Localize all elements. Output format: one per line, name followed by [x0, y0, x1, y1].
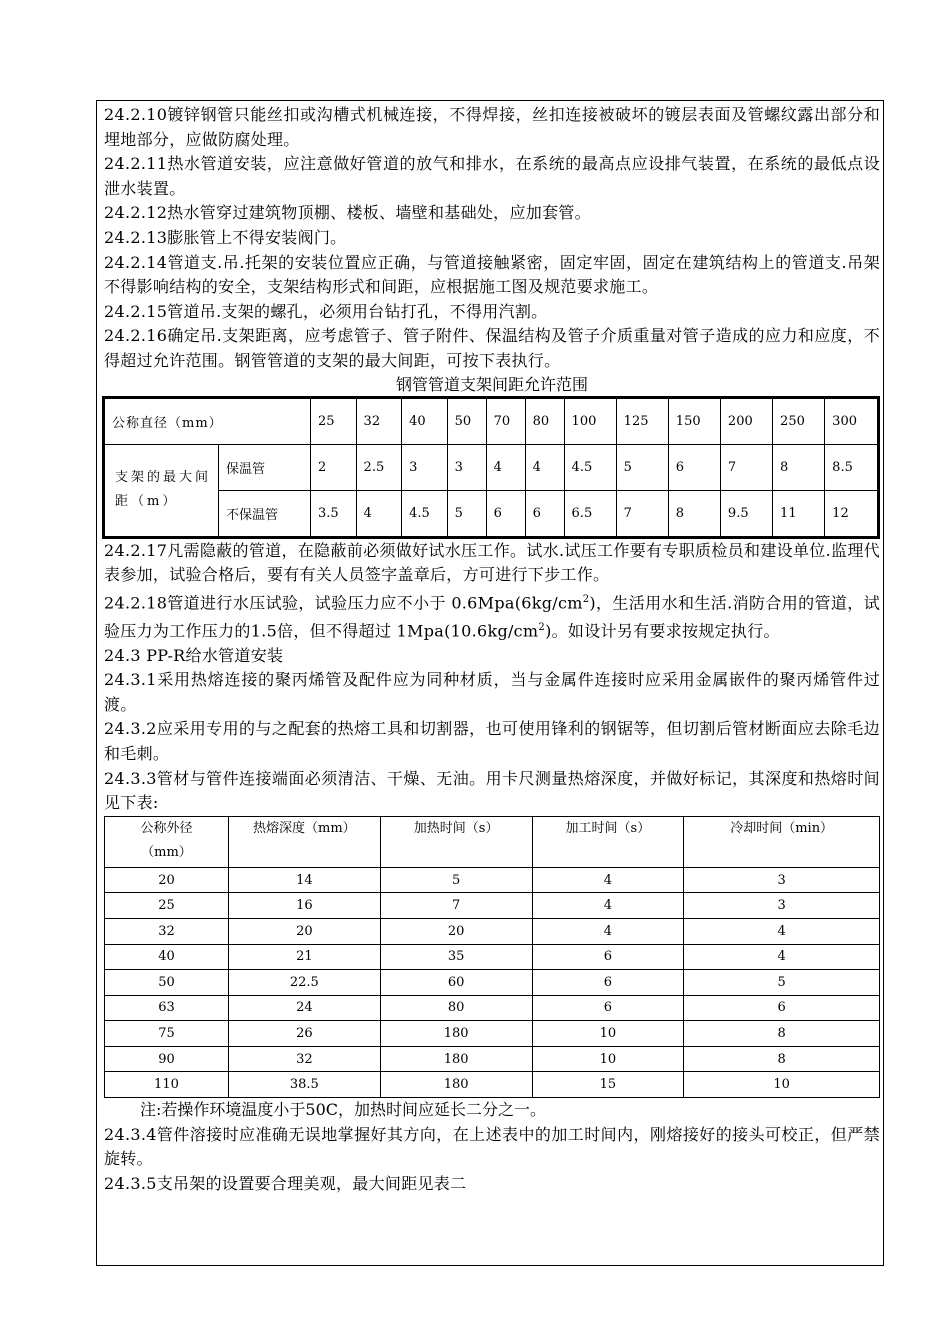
paragraph: 24.3.3管材与管件连接端面必须清洁、干燥、无油。用卡尺测量热熔深度，并做好标记，其深度和热熔时间见下表: — [104, 768, 880, 813]
table1-insulated-row — [104, 444, 879, 490]
table2-cell: 16 — [228, 893, 380, 919]
table1-diameter-cell: 300 — [825, 397, 879, 444]
table1-value-cell: 3 — [402, 444, 448, 490]
table2-cell: 5 — [684, 970, 880, 996]
table1-diameter-cell: 50 — [447, 397, 486, 444]
table2-cell: 15 — [532, 1072, 684, 1098]
table2-row — [105, 893, 880, 919]
table2-cell: 10 — [684, 1072, 880, 1098]
table2-row — [105, 995, 880, 1021]
table1-value-cell: 11 — [773, 490, 825, 537]
table2-cell: 40 — [105, 944, 229, 970]
paragraph: 24.2.12热水管穿过建筑物顶棚、楼板、墙壁和基础处，应加套管。 — [104, 203, 591, 223]
table2-cell: 6 — [532, 970, 684, 996]
table2-cell: 63 — [105, 995, 229, 1021]
table1-diameter-cell: 125 — [616, 397, 668, 444]
table2-row — [105, 944, 880, 970]
table2-cell: 20 — [380, 918, 532, 944]
table2-cell: 35 — [380, 944, 532, 970]
table2-row — [105, 1021, 880, 1047]
table1-row-label: 不保温管 — [219, 490, 311, 537]
table1-value-cell: 4 — [486, 444, 525, 490]
table2-cell: 180 — [380, 1021, 532, 1047]
table2-cell: 10 — [532, 1046, 684, 1072]
table1-value-cell: 9.5 — [720, 490, 772, 537]
table2-cell: 60 — [380, 970, 532, 996]
section-24-2-paragraphs — [104, 103, 880, 374]
table1-diameter-cell: 40 — [402, 397, 448, 444]
table2-cell: 110 — [105, 1072, 229, 1098]
table2-cell: 6 — [532, 995, 684, 1021]
table1-value-cell: 5 — [447, 490, 486, 537]
paragraph: 24.3.2应采用专用的与之配套的热熔工具和切割器，也可使用锋利的钢锯等，但切割后管材断面应去除毛边和毛刺。 — [104, 719, 880, 763]
table2-cell: 180 — [380, 1046, 532, 1072]
superscript-2: 2 — [582, 593, 590, 605]
table2-cell: 75 — [105, 1021, 229, 1047]
table2-cell: 5 — [380, 867, 532, 893]
table1-value-cell: 3 — [447, 444, 486, 490]
table1-header-label: 公称直径（mm） — [104, 397, 311, 444]
support-spacing-table — [102, 396, 880, 539]
table2-note: 注:若操作环境温度小于50C，加热时间应延长二分之一。 — [140, 1100, 546, 1120]
table2-cell: 14 — [228, 867, 380, 893]
table2-cell: 24 — [228, 995, 380, 1021]
table2-header-row — [105, 816, 880, 867]
table2-header-cell: 加工时间（s） — [532, 816, 684, 867]
table1-value-cell: 6 — [668, 444, 720, 490]
table2-cell: 21 — [228, 944, 380, 970]
table2-cell: 4 — [532, 893, 684, 919]
paragraph: 24.3.4管件溶接时应准确无误地掌握好其方向，在上述表中的加工时间内，刚熔接好的接头可校正，但严禁旋转。 — [104, 1124, 880, 1169]
document-body — [104, 103, 880, 1196]
table2-header-cell: 热熔深度（mm） — [228, 816, 380, 867]
table1-value-cell: 4 — [356, 490, 402, 537]
table1-diameter-cell: 25 — [311, 397, 357, 444]
paragraph: 24.2.13膨胀管上不得安装阀门。 — [104, 227, 347, 247]
table2-cell: 6 — [684, 995, 880, 1021]
table1-diameter-cell: 70 — [486, 397, 525, 444]
table1-diameter-cell: 200 — [720, 397, 772, 444]
table1-value-cell: 8.5 — [825, 444, 879, 490]
table1-diameter-cell: 100 — [564, 397, 616, 444]
table1-uninsulated-row — [104, 490, 879, 537]
table2-row — [105, 918, 880, 944]
table2-cell: 26 — [228, 1021, 380, 1047]
table1-diameter-cell: 150 — [668, 397, 720, 444]
table2-cell: 4 — [532, 867, 684, 893]
table1-value-cell: 12 — [825, 490, 879, 537]
section-24-3-tail-paragraphs — [104, 1123, 880, 1197]
paragraph-24-2-17: 24.2.17凡需隐蔽的管道，在隐蔽前必须做好试水压工作。试水.试压工作要有专职质检员和建设单位.监理代表参加，试验合格后，要有有关人员签字盖章后，方可进行下步工作。 — [104, 540, 880, 585]
table1-value-cell: 8 — [668, 490, 720, 537]
table2-row — [105, 970, 880, 996]
paragraph: 24.2.10镀锌钢管只能丝扣或沟槽式机械连接，不得焊接，丝扣连接被破坏的镀层表面及管螺纹露出部分和埋地部分，应做防腐处理。 — [104, 105, 880, 149]
table2-cell: 50 — [105, 970, 229, 996]
table1-value-cell: 4 — [525, 444, 564, 490]
table1-value-cell: 7 — [720, 444, 772, 490]
table2-cell: 22.5 — [228, 970, 380, 996]
table1-value-cell: 3.5 — [311, 490, 357, 537]
paragraph: 24.2.16确定吊.支架距离，应考虑管子、管子附件、保温结构及管子介质重量对管子造成的应力和应度，不得超过允许范围。钢管管道的支架的最大间距，可按下表执行。 — [104, 326, 880, 370]
table2-cell: 80 — [380, 995, 532, 1021]
paragraph: 24.2.14管道支.吊.托架的安装位置应正确，与管道接触紧密，固定牢固，固定在建筑结构上的管道支.吊架不得影响结构的安全，支架结构形式和间距，应根据施工图及规范要求施工。 — [104, 252, 880, 297]
table2-cell: 20 — [105, 867, 229, 893]
table2-cell: 10 — [532, 1021, 684, 1047]
paragraph: 24.2.11热水管道安装，应注意做好管道的放气和排水，在系统的最高点应设排气装置，在系统的最低点设泄水装置。 — [104, 154, 880, 198]
paragraph-24-2-18-part1: 24.2.18管道进行水压试验，试验压力应不小于 0.6Mpa(6kg/cm — [104, 593, 583, 613]
table2-cell: 4 — [684, 918, 880, 944]
table1-value-cell: 6 — [486, 490, 525, 537]
paragraph: 24.3 PP-R给水管道安装 — [104, 645, 284, 665]
table2-cell: 32 — [105, 918, 229, 944]
table2-cell: 180 — [380, 1072, 532, 1098]
table1-diameter-cell: 32 — [356, 397, 402, 444]
table2-header-cell: 加热时间（s） — [380, 816, 532, 867]
table2-cell: 3 — [684, 867, 880, 893]
table1-group-label: 支架的最大间距（m） — [104, 444, 219, 537]
table2-header-cell: 公称外径（mm） — [105, 816, 229, 867]
superscript-2: 2 — [538, 621, 546, 633]
paragraph: 24.2.15管道吊.支架的螺孔，必须用台钻打孔，不得用汽割。 — [104, 301, 548, 321]
table2-row — [105, 1046, 880, 1072]
table2-cell: 4 — [684, 944, 880, 970]
table1-value-cell: 6.5 — [564, 490, 616, 537]
table1-diameter-cell: 250 — [773, 397, 825, 444]
table2-row — [105, 867, 880, 893]
table2-cell: 8 — [684, 1046, 880, 1072]
table2-header-cell: 冷却时间（min） — [684, 816, 880, 867]
table1-caption: 钢管管道支架间距允许范围 — [395, 374, 588, 394]
table1-row-label: 保温管 — [219, 444, 311, 490]
table2-cell: 6 — [532, 944, 684, 970]
table1-value-cell: 2 — [311, 444, 357, 490]
paragraph-24-2-18-part3: )。如设计另有要求按规定执行。 — [545, 620, 780, 640]
table1-diameter-cell: 80 — [525, 397, 564, 444]
section-24-3-paragraphs — [104, 644, 880, 816]
paragraph: 24.3.1采用热熔连接的聚丙烯管及配件应为同种材质，当与金属件连接时应采用金属嵌件的聚丙烯管件过渡。 — [104, 670, 880, 714]
table2-cell: 3 — [684, 893, 880, 919]
paragraph-24-2-18-part2: )，生活用水和生活.消防合用的管道，试验压力为工作压力的1.5倍，但不得超过 1Mpa(10.6kg/cm — [104, 593, 880, 640]
table1-value-cell: 5 — [616, 444, 668, 490]
table1-value-cell: 2.5 — [356, 444, 402, 490]
table2-cell: 25 — [105, 893, 229, 919]
paragraph: 24.3.5支吊架的设置要合理美观，最大间距见表二 — [104, 1173, 467, 1193]
table2-cell: 7 — [380, 893, 532, 919]
paragraph-24-2-18 — [104, 588, 880, 644]
table2-cell: 4 — [532, 918, 684, 944]
table1-value-cell: 4.5 — [402, 490, 448, 537]
table1-value-cell: 8 — [773, 444, 825, 490]
table1-value-cell: 4.5 — [564, 444, 616, 490]
table2-cell: 32 — [228, 1046, 380, 1072]
table2-cell: 90 — [105, 1046, 229, 1072]
table1-value-cell: 7 — [616, 490, 668, 537]
table2-row — [105, 1072, 880, 1098]
table2-cell: 20 — [228, 918, 380, 944]
hot-melt-table — [104, 816, 880, 1098]
table1-header-row — [104, 397, 879, 444]
table2-cell: 38.5 — [228, 1072, 380, 1098]
table2-cell: 8 — [684, 1021, 880, 1047]
table1-value-cell: 6 — [525, 490, 564, 537]
